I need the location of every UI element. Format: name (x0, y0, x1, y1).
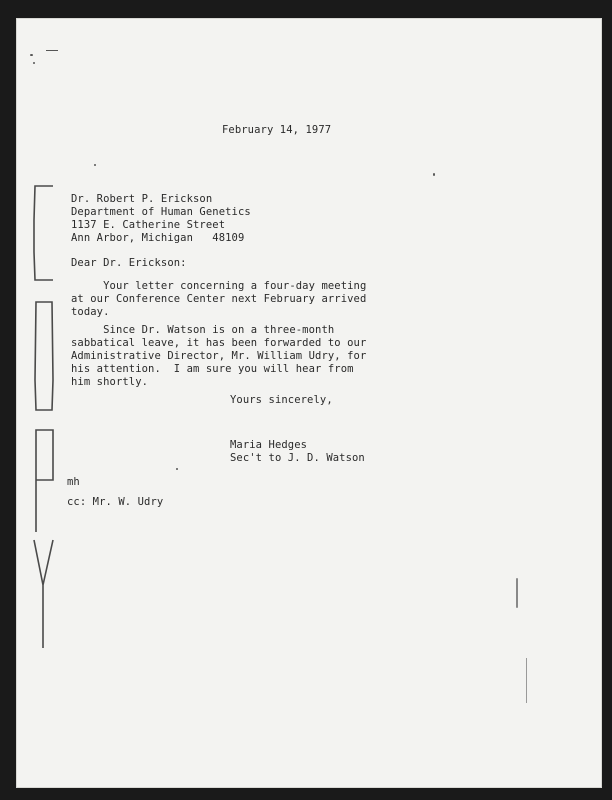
recipient-department: Department of Human Genetics (71, 206, 251, 218)
paper-speck (33, 62, 35, 64)
copy-stamp-letter-y (34, 540, 53, 648)
recipient-city: Ann Arbor, Michigan 48109 (71, 232, 245, 244)
signature-name: Maria Hedges (230, 439, 308, 451)
recipient-name: Dr. Robert P. Erickson (71, 193, 213, 205)
recipient-street: 1137 E. Catherine Street (71, 219, 226, 231)
paper-speck (94, 164, 96, 166)
paper-speck (30, 54, 33, 56)
salutation: Dear Dr. Erickson: (71, 257, 187, 269)
copy-stamp-letter-p (36, 430, 53, 532)
paper-speck (526, 658, 527, 703)
paper-speck (176, 468, 178, 470)
paragraph-line: Administrative Director, Mr. William Udry, for (71, 350, 367, 362)
paragraph-line: Your letter concerning a four-day meeting (71, 280, 367, 292)
copy-stamp-letter-o (35, 302, 53, 410)
paragraph-line: his attention. I am sure you will hear from (71, 363, 354, 375)
paper-speck (46, 50, 58, 51)
paragraph-line: at our Conference Center next February arrived (71, 293, 367, 305)
carbon-copy-line: cc: Mr. W. Udry (67, 496, 164, 508)
typist-initials: mh (67, 476, 80, 488)
paragraph-line: sabbatical leave, it has been forwarded to our (71, 337, 367, 349)
copy-stamp-letter-c (34, 186, 53, 280)
paragraph-line: him shortly. (71, 376, 149, 388)
signature-title: Sec't to J. D. Watson (230, 452, 365, 464)
copy-stamp (26, 180, 60, 650)
letter-page (16, 18, 602, 788)
paragraph-line: Since Dr. Watson is on a three-month (71, 324, 335, 336)
letter-date: February 14, 1977 (222, 124, 332, 136)
paragraph-line: today. (71, 306, 110, 318)
paper-speck (433, 173, 435, 176)
paper-speck (516, 578, 518, 608)
closing: Yours sincerely, (230, 394, 333, 406)
